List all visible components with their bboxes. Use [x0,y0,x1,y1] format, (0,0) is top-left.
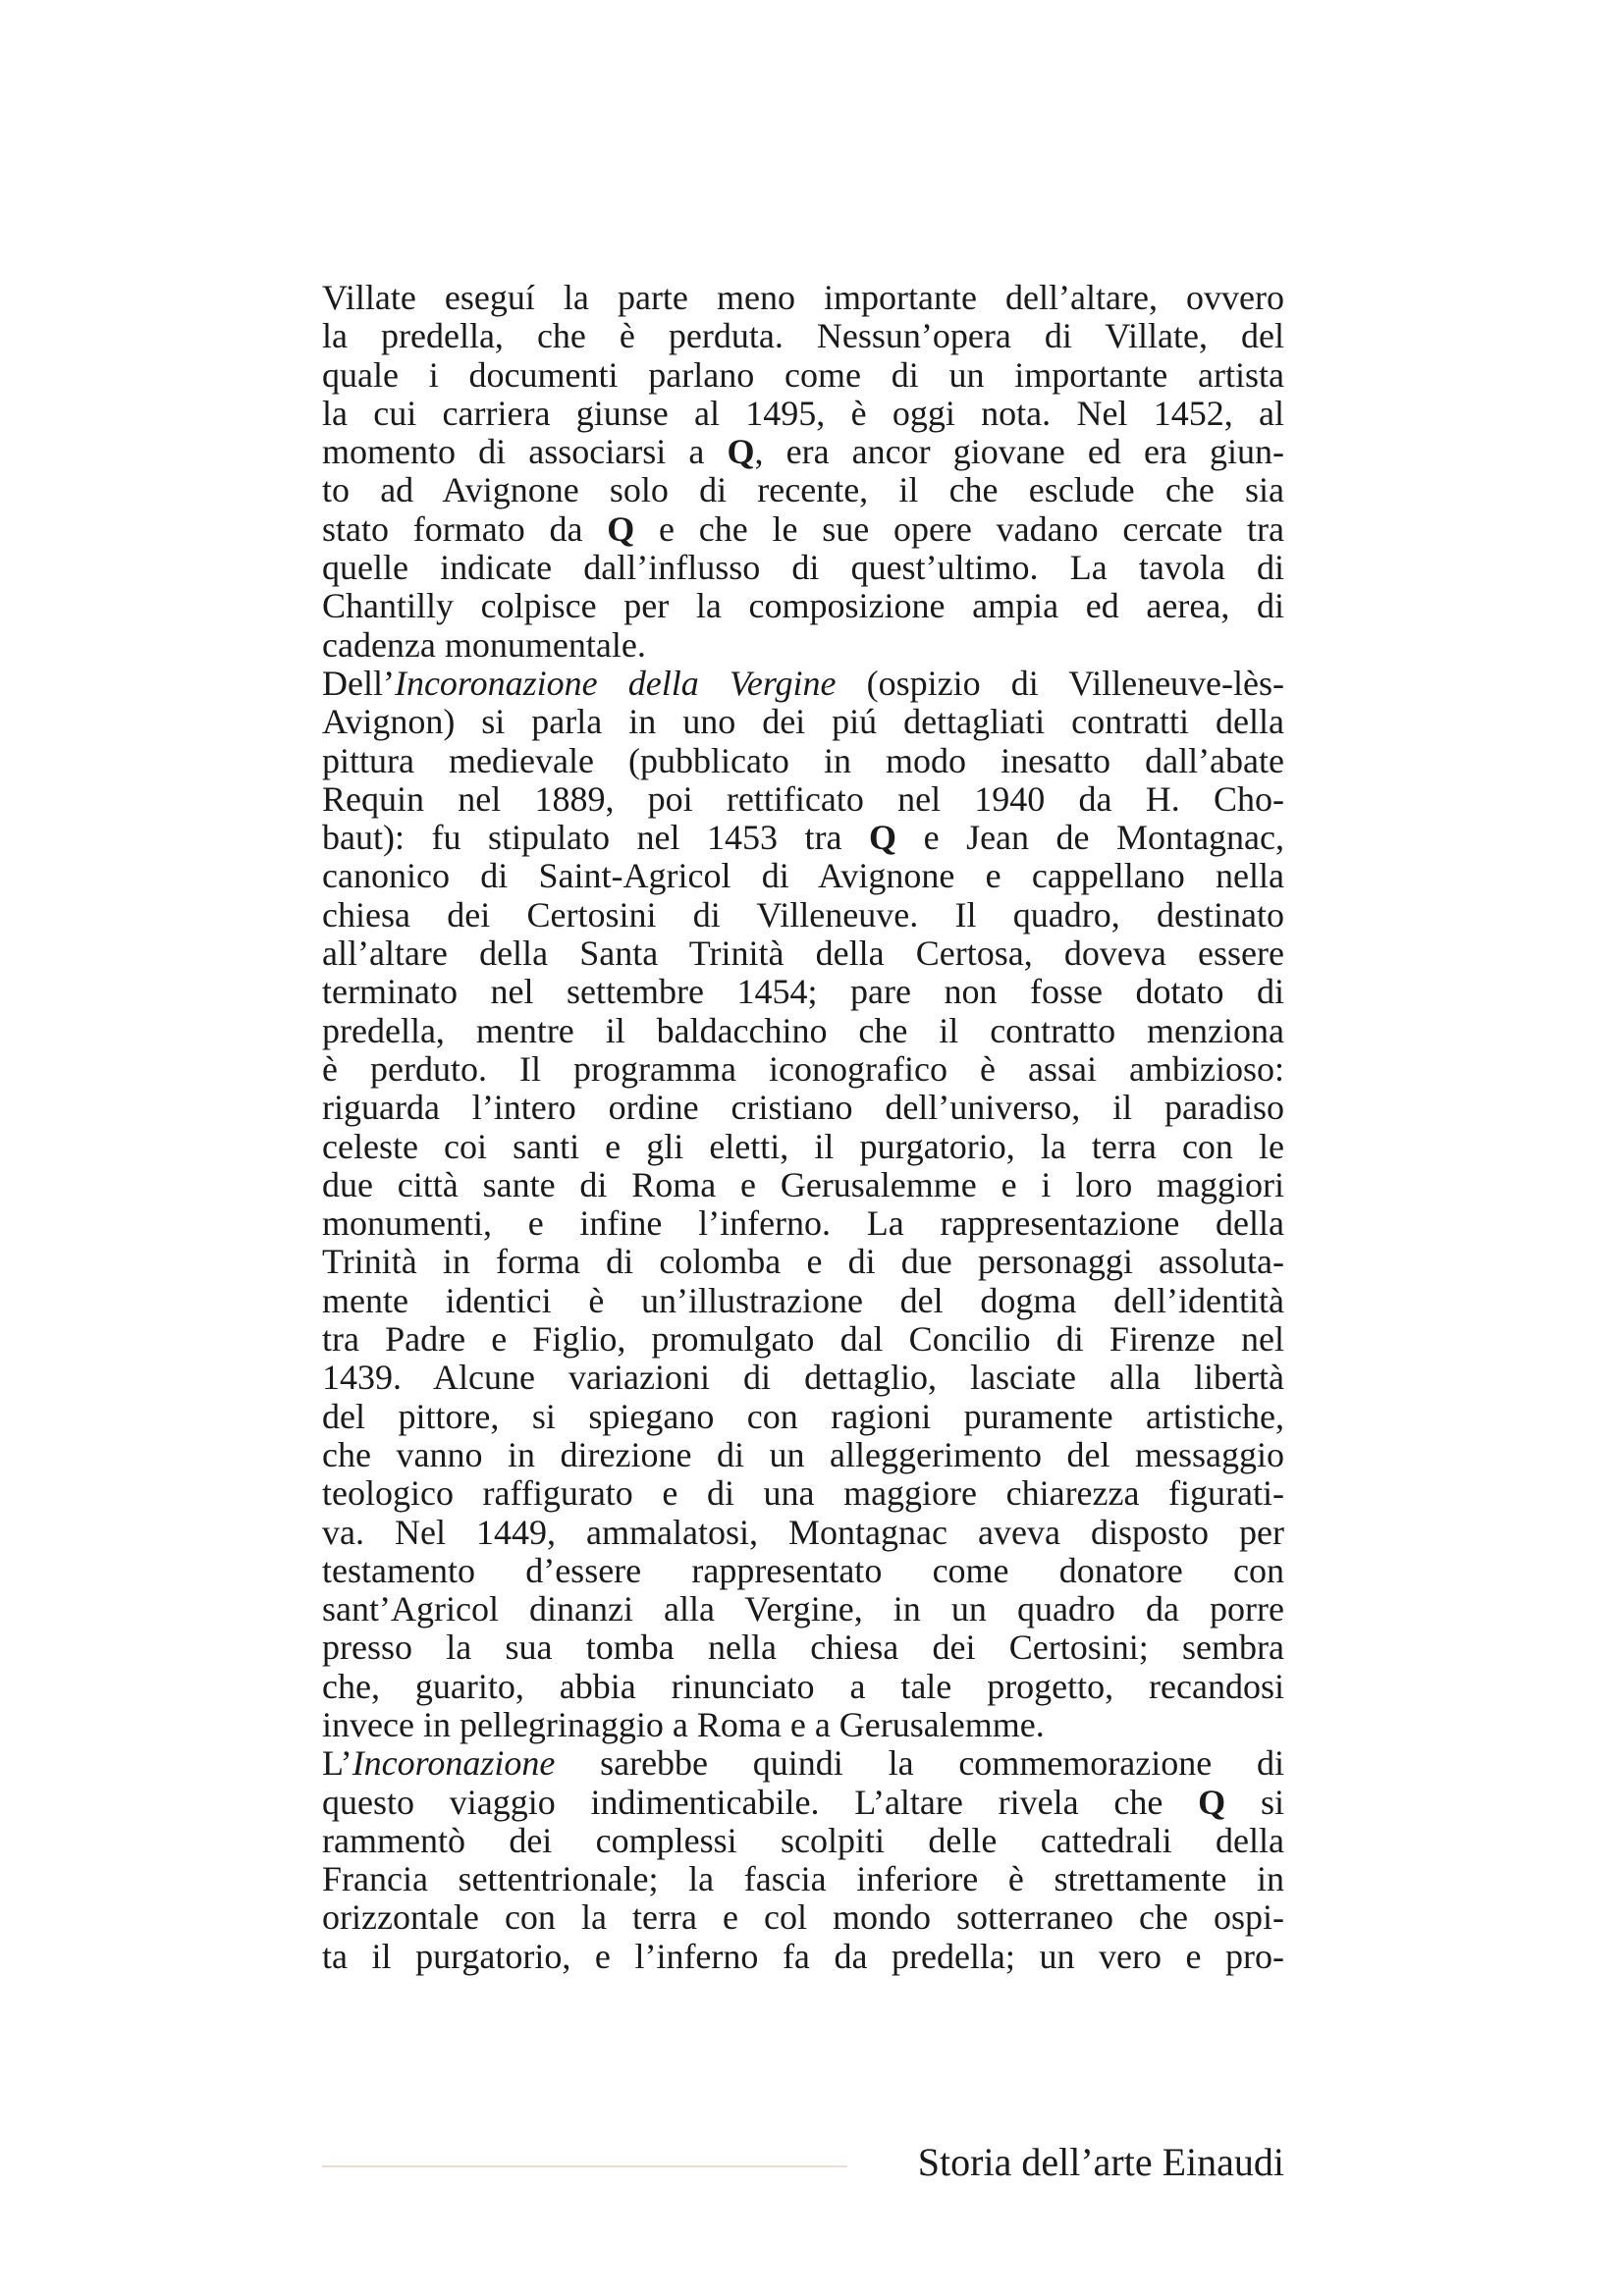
text-line: terminato nel settembre 1454; pare non fosse dotato di [322,972,1284,1012]
text-line: all’altare della Santa Trinità della Certosa, doveva essere [322,934,1284,974]
text-line: orizzontale con la terra e col mondo sotterraneo che ospi- [322,1897,1284,1938]
text-line: che, guarito, abbia rinunciato a tale progetto, recandosi [322,1666,1284,1706]
text-line: presso la sua tomba nella chiesa dei Certosini; sembra [322,1628,1284,1668]
text-line: stato formato da Q e che le sue opere vadano cercate tra [322,508,1284,549]
text-line: tra Padre e Figlio, promulgato dal Concilio di Firenze nel [322,1319,1284,1360]
text-line: mente identici è un’illustrazione del dogma dell’identità [322,1280,1284,1320]
text-line: invece in pellegrinaggio a Roma e a Gerusalemme. [322,1704,1045,1744]
text-line: è perduto. Il programma iconografico è assai ambizioso: [322,1048,1284,1089]
footer-title: Storia dell’arte Einaudi [917,2140,1284,2184]
text-line: del pittore, si spiegano con ragioni puramente artistiche, [322,1396,1284,1436]
text-line: to ad Avignone solo di recente, il che esclude che sia [322,470,1284,510]
body-text [322,279,1284,1976]
text-line: testamento d’essere rappresentato come donatore con [322,1550,1284,1590]
text-line: canonico di Saint-Agricol di Avignone e cappellano nella [322,856,1284,896]
text-line: celeste coi santi e gli eletti, il purgatorio, la terra con le [322,1126,1284,1166]
text-line: Francia settentrionale; la fascia inferiore è strettamente in [322,1859,1284,1899]
text-line: ta il purgatorio, e l’inferno fa da predella; un vero e pro- [322,1936,1284,1976]
text-line: Avignon) si parla in uno dei piú dettagliati contratti della [322,702,1284,742]
footer-rule [322,2165,847,2167]
text-line: Dell’Incoronazione della Vergine (ospizio di Villeneuve-lès- [322,663,1284,703]
text-line: riguarda l’intero ordine cristiano dell’universo, il paradiso [322,1088,1284,1128]
text-line: cadenza monumentale. [322,624,646,665]
text-line: Trinità in forma di colomba e di due personaggi assoluta- [322,1242,1284,1282]
text-line: Villate eseguí la parte meno importante dell’altare, ovvero [322,278,1284,317]
text-line: va. Nel 1449, ammalatosi, Montagnac aveva disposto per [322,1512,1284,1552]
text-line: Chantilly colpisce per la composizione ampia ed aerea, di [322,586,1284,626]
text-line: quale i documenti parlano come di un importante artista [322,354,1284,395]
text-line: due città sante di Roma e Gerusalemme e i loro maggiori [322,1164,1284,1204]
text-line: L’Incoronazione sarebbe quindi la commemorazione di [322,1743,1284,1784]
text-line: la predella, che è perduta. Nessun’opera di Villate, del [322,316,1284,356]
text-line: sant’Agricol dinanzi alla Vergine, in un quadro da porre [322,1589,1284,1629]
text-line: che vanno in direzione di un alleggerimento del messaggio [322,1434,1284,1474]
text-line: 1439. Alcune variazioni di dettaglio, lasciate alla libertà [322,1358,1284,1398]
text-line: quelle indicate dall’influsso di quest’ultimo. La tavola di [322,548,1284,588]
text-line: teologico raffigurato e di una maggiore chiarezza figurati- [322,1473,1284,1514]
page-footer [322,2138,1284,2187]
text-line: baut): fu stipulato nel 1453 tra Q e Jean de Montagnac, [322,818,1284,858]
text-line: rammentò dei complessi scolpiti delle cattedrali della [322,1820,1284,1860]
text-line: Requin nel 1889, poi rettificato nel 1940 da H. Cho- [322,778,1284,819]
text-line: pittura medievale (pubblicato in modo inesatto dall’abate [322,740,1284,780]
text-line: predella, mentre il baldacchino che il contratto menziona [322,1010,1284,1050]
text-line: questo viaggio indimenticabile. L’altare rivela che Q si [322,1782,1284,1822]
text-line: monumenti, e infine l’inferno. La rappresentazione della [322,1203,1284,1244]
text-line: chiesa dei Certosini di Villeneuve. Il quadro, destinato [322,894,1284,934]
text-line: la cui carriera giunse al 1495, è oggi nota. Nel 1452, al [322,393,1284,433]
text-line: momento di associarsi a Q, era ancor giovane ed era giun- [322,432,1285,472]
